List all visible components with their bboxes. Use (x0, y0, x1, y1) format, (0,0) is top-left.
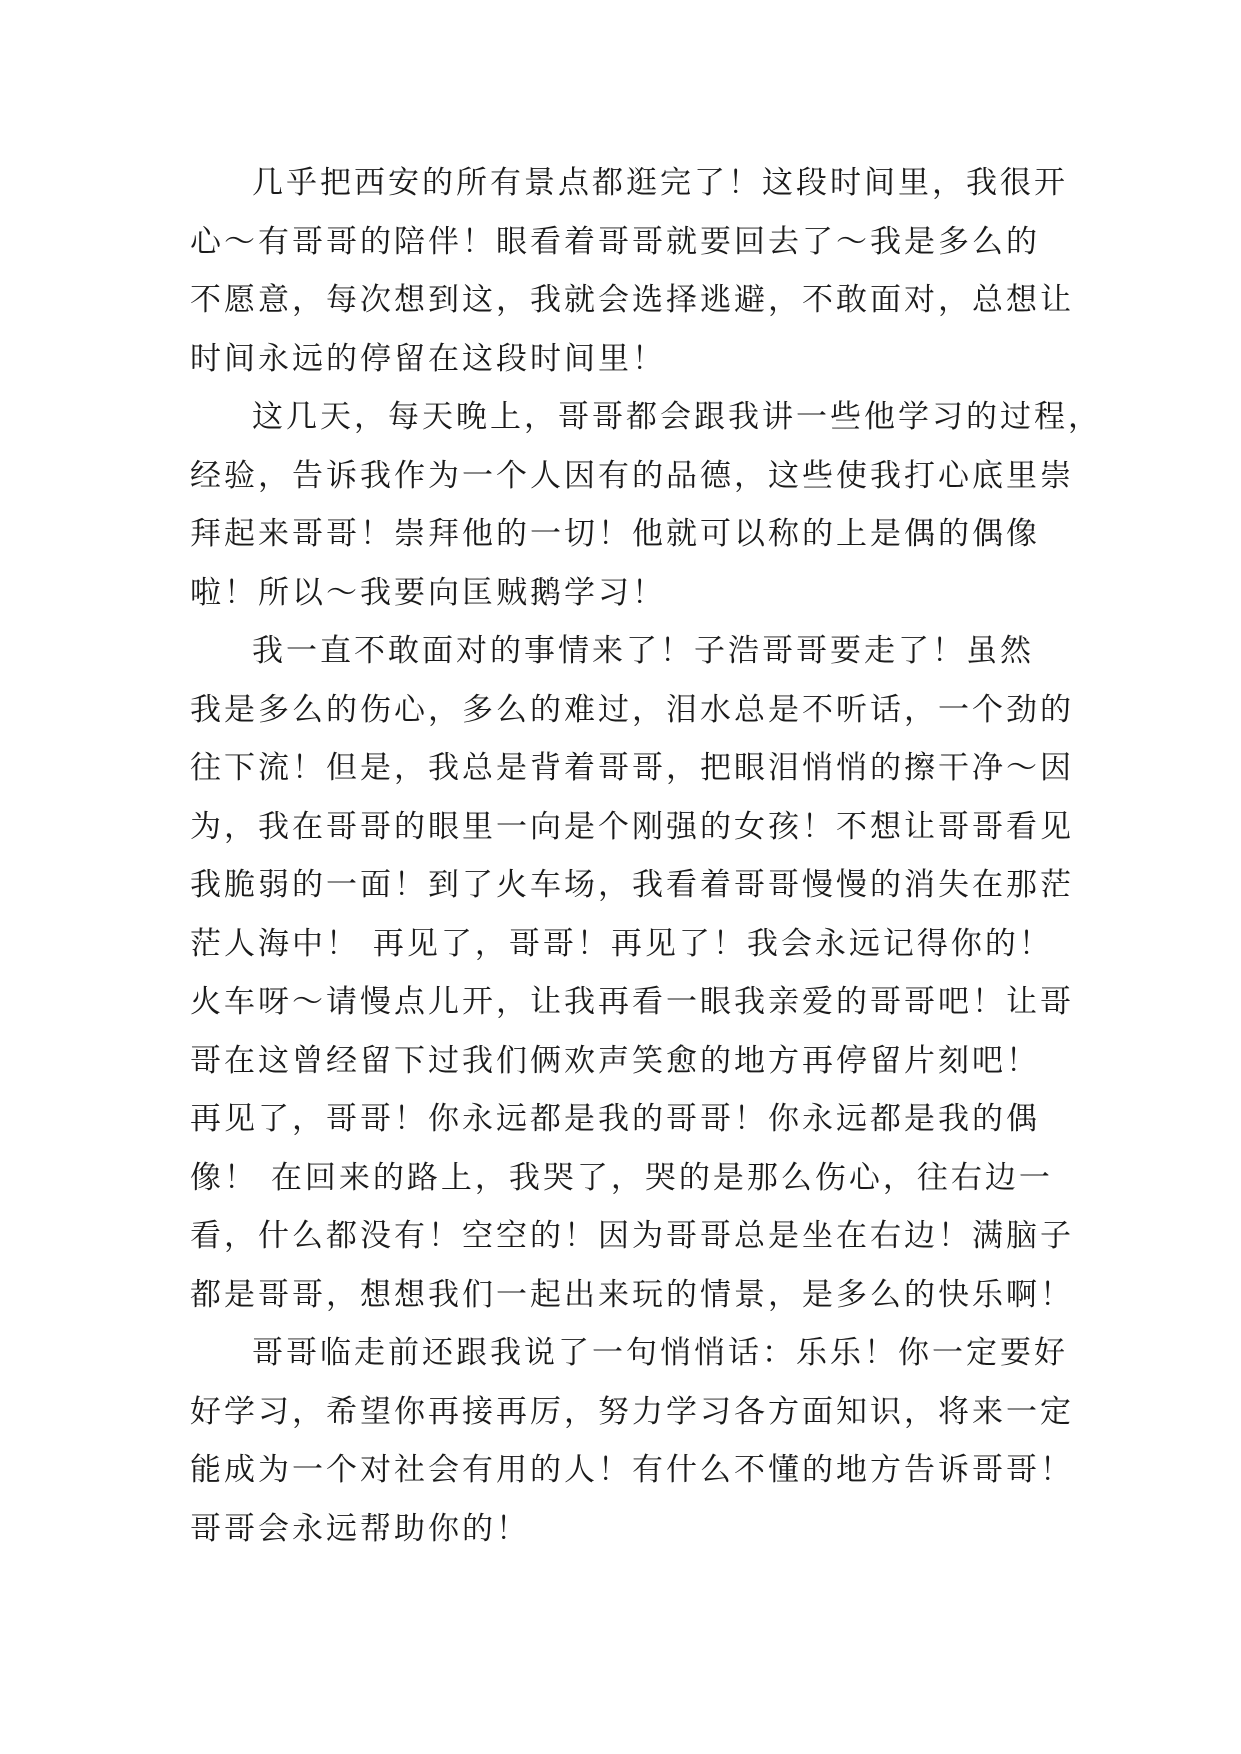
paragraph-2 (190, 388, 1102, 622)
paragraph-line: 看，什么都没有！空空的！因为哥哥总是坐在右边！满脑子 (190, 1218, 1074, 1254)
paragraph-3 (190, 622, 1074, 1324)
paragraph-line: 为，我在哥哥的眼里一向是个刚强的女孩！不想让哥哥看见 (190, 808, 1074, 845)
paragraph-line: 经验，告诉我作为一个人因有的品德，这些使我打心底里崇 (190, 457, 1074, 494)
paragraph-line: 哥哥会永远帮助你的！ (190, 1510, 530, 1547)
paragraph-line: 时间永远的停留在这段时间里！ (190, 340, 666, 377)
paragraph-line: 拜起来哥哥！崇拜他的一切！他就可以称的上是偶的偶像 (190, 516, 1040, 552)
paragraph-line: 都是哥哥，想想我们一起出来玩的情景，是多么的快乐啊！ (190, 1276, 1074, 1313)
paragraph-line: 火车呀～请慢点儿开，让我再看一眼我亲爱的哥哥吧！让哥 (190, 984, 1074, 1020)
paragraph-line: 哥在这曾经留下过我们俩欢声笑愈的地方再停留片刻吧！ (190, 1042, 1040, 1079)
document-page (190, 154, 1102, 1558)
paragraph-line: 不愿意，每次想到这，我就会选择逃避，不敢面对，总想让 (190, 282, 1074, 318)
paragraph-line: 能成为一个对社会有用的人！有什么不懂的地方告诉哥哥！ (190, 1452, 1074, 1488)
paragraph-line: 这几天，每天晚上，哥哥都会跟我讲一些他学习的过程， (252, 399, 1102, 435)
paragraph-line: 心～有哥哥的陪伴！眼看着哥哥就要回去了～我是多么的 (190, 223, 1040, 260)
paragraph-line: 像！ 在回来的路上，我哭了，哭的是那么伤心，往右边一 (190, 1159, 1053, 1196)
paragraph-line: 几乎把西安的所有景点都逛完了！这段时间里，我很开 (252, 165, 1068, 201)
paragraph-line: 我一直不敢面对的事情来了！子浩哥哥要走了！虽然 (252, 633, 1034, 669)
paragraph-line: 啦！所以～我要向匡贼鹅学习！ (190, 574, 666, 611)
paragraph-line: 哥哥临走前还跟我说了一句悄悄话：乐乐！你一定要好 (252, 1335, 1068, 1371)
paragraph-line: 茫人海中！ 再见了，哥哥！再见了！我会永远记得你的！ (190, 925, 1053, 962)
paragraph-1 (190, 154, 1074, 388)
paragraph-line: 好学习，希望你再接再厉，努力学习各方面知识，将来一定 (190, 1393, 1074, 1430)
paragraph-line: 我脆弱的一面！到了火车场，我看着哥哥慢慢的消失在那茫 (190, 867, 1074, 903)
paragraph-line: 往下流！但是，我总是背着哥哥，把眼泪悄悄的擦干净～因 (190, 750, 1074, 786)
paragraph-4 (190, 1324, 1074, 1558)
paragraph-line: 我是多么的伤心，多么的难过，泪水总是不听话，一个劲的 (190, 691, 1074, 728)
paragraph-line: 再见了，哥哥！你永远都是我的哥哥！你永远都是我的偶 (190, 1101, 1040, 1137)
